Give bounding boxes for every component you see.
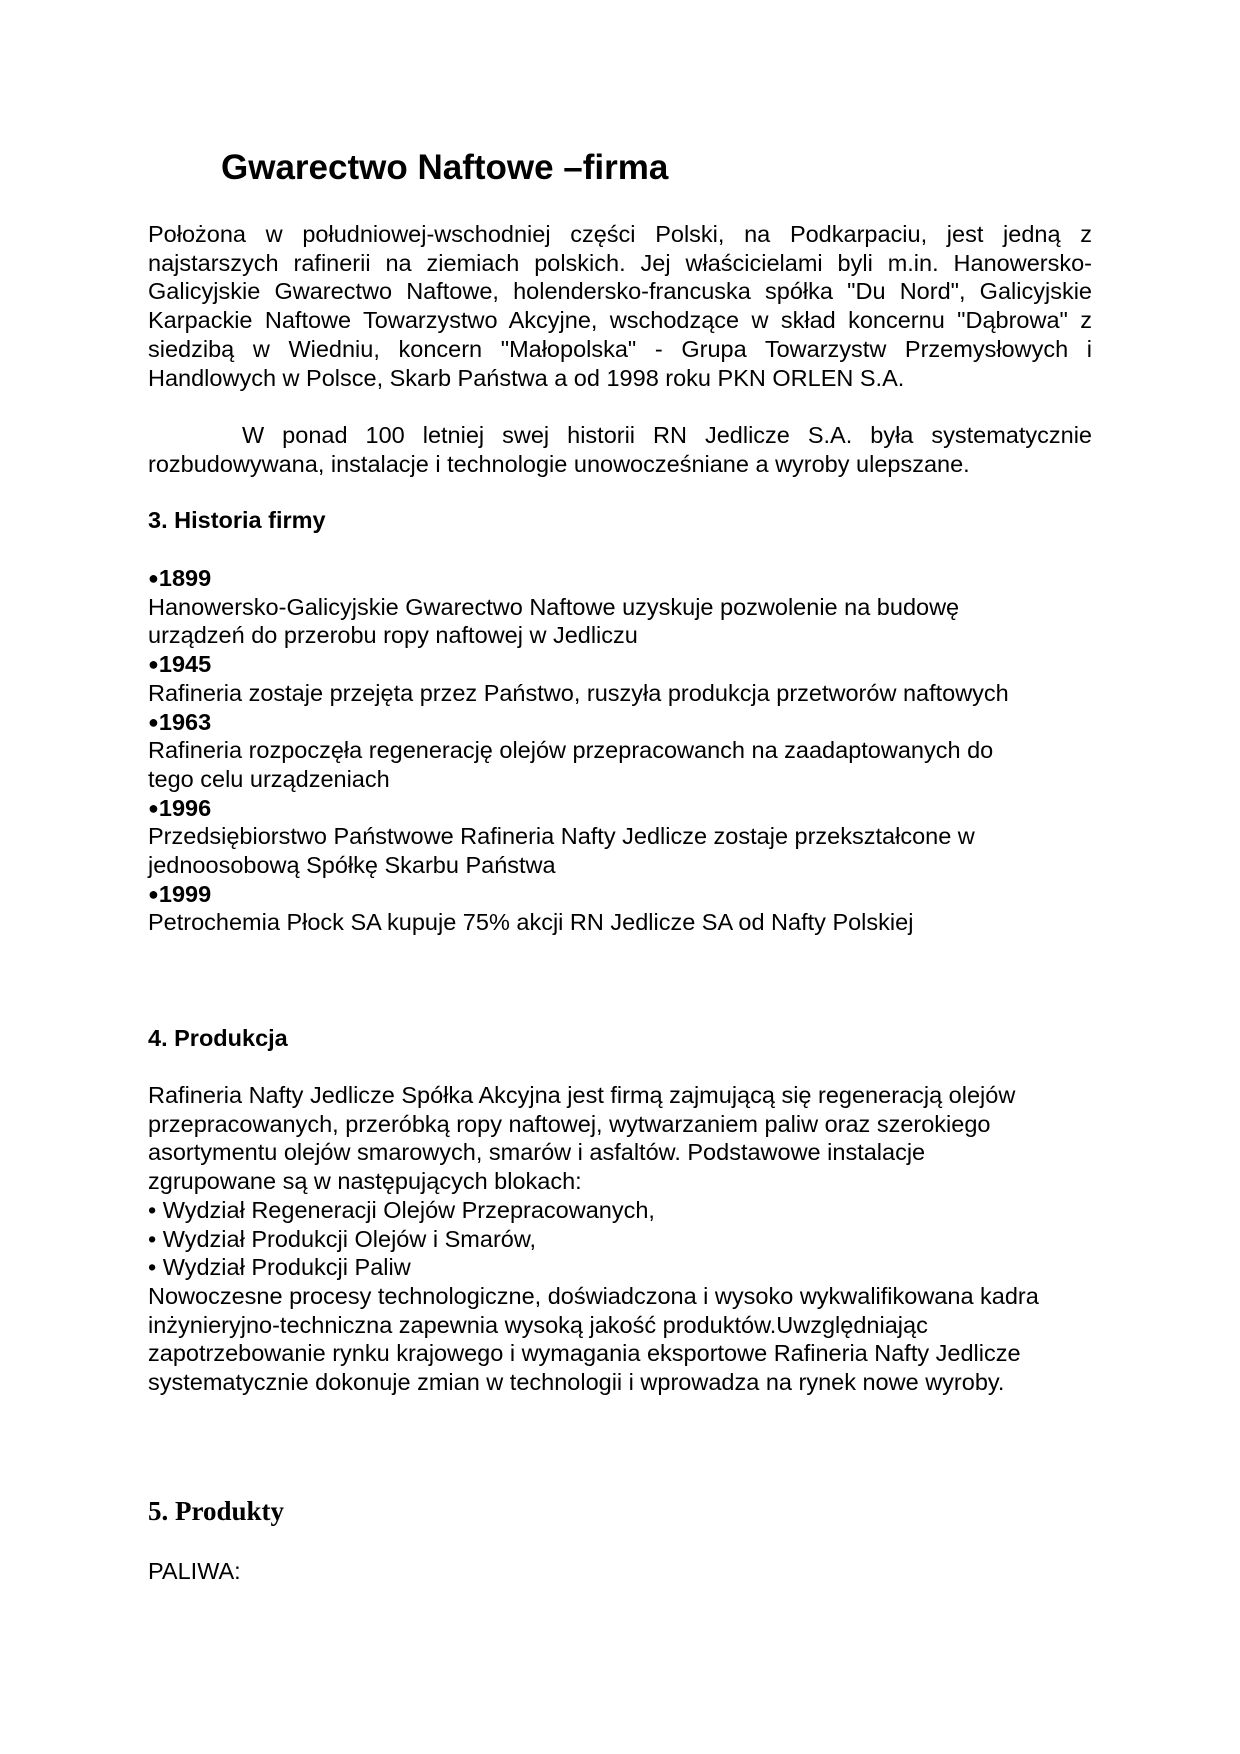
bullet-icon: ● xyxy=(148,654,159,675)
production-line: inżynieryjno-techniczna zapewnia wysoką jakość produktów.Uwzględniając xyxy=(148,1311,928,1338)
fuels-label: PALIWA: xyxy=(148,1558,241,1584)
timeline-year xyxy=(148,794,1092,823)
timeline-year-label: 1999 xyxy=(158,880,212,907)
production-line: przepracowanych, przeróbką ropy naftowej, wytwarzaniem paliw oraz szerokiego xyxy=(148,1110,991,1137)
timeline-entry xyxy=(148,708,1092,794)
production-list-item: • Wydział Produkcji Paliw xyxy=(148,1254,411,1281)
timeline-text: jednoosobową Spółkę Skarbu Państwa xyxy=(148,852,556,879)
timeline-year xyxy=(148,708,1092,737)
production-line: zgrupowane są w następujących blokach: xyxy=(148,1168,582,1195)
timeline-year-label: 1899 xyxy=(158,565,212,591)
intro-paragraph: Położona w południowej-wschodniej części Polski, na Podkarpaciu, jest jedną z najstarszych rafinerii na ziemiach polskich. Jej właścicielami byli m.in. Hanowersko-Galicyjskie Gwarectwo Naftowe, holendersko-francuska spółka "Du Nord", Galicyjskie Karpackie Naftowe Towarzystwo Akcyjne, wschodzące w skład koncernu "Dąbrowa" z siedzibą w Wiedniu, koncern "Małopolska" - Grupa Towarzystw Przemysłowych i Handlowych w Polsce, Skarb Państwa a od 1998 roku PKN ORLEN S.A. xyxy=(148,221,1092,391)
production-list-item: • Wydział Regeneracji Olejów Przepracowanych, xyxy=(148,1196,655,1223)
timeline-year-label: 1963 xyxy=(158,708,212,735)
history-timeline xyxy=(148,564,1092,937)
timeline-year xyxy=(148,564,1092,593)
bullet-icon: ● xyxy=(148,797,159,818)
production-line: Nowoczesne procesy technologiczne, doświadczona i wysoko wykwalifikowana kadra xyxy=(148,1282,1039,1309)
bullet-icon: ● xyxy=(148,568,159,588)
section-heading-production: 4. Produkcja xyxy=(148,1025,288,1051)
bullet-icon: ● xyxy=(148,711,159,732)
timeline-text: tego celu urządzeniach xyxy=(148,765,390,792)
timeline-text: urządzeń do przerobu ropy naftowej w Jedliczu xyxy=(148,622,638,649)
timeline-year-label: 1996 xyxy=(158,794,212,821)
timeline-year xyxy=(148,880,1092,909)
timeline-year-label: 1945 xyxy=(158,651,212,678)
timeline-text: Petrochemia Płock SA kupuje 75% akcji RN Jedlicze SA od Nafty Polskiej xyxy=(148,909,914,936)
timeline-entry xyxy=(148,564,1092,650)
production-list-item: • Wydział Produkcji Olejów i Smarów, xyxy=(148,1225,537,1252)
section-heading-products: 5. Produkty xyxy=(148,1496,285,1526)
document-title: Gwarectwo Naftowe –firma xyxy=(221,148,669,187)
timeline-text: Rafineria rozpoczęła regenerację olejów przepracowanch na zaadaptowanych do xyxy=(148,737,994,764)
timeline-entry xyxy=(148,880,1092,937)
timeline-text: Rafineria zostaje przejęta przez Państwo, ruszyła produkcja przetworów naftowych xyxy=(148,679,1009,706)
timeline-entry xyxy=(148,650,1092,707)
production-paragraph xyxy=(148,1081,1092,1397)
production-line: systematycznie dokonuje zmian w technologii i wprowadza na rynek nowe wyroby. xyxy=(148,1369,1005,1396)
bullet-icon: ● xyxy=(148,883,159,904)
intro-paragraph-second: W ponad 100 letniej swej historii RN Jedlicze S.A. była systematycznie rozbudowywana, instalacje i technologie unowocześniane a wyroby ulepszane. xyxy=(148,422,1092,477)
production-line: zapotrzebowanie rynku krajowego i wymagania eksportowe Rafineria Nafty Jedlicze xyxy=(148,1340,1021,1367)
timeline-text: Przedsiębiorstwo Państwowe Rafineria Nafty Jedlicze zostaje przekształcone w xyxy=(148,823,975,850)
section-heading-history: 3. Historia firmy xyxy=(148,507,326,533)
timeline-year xyxy=(148,650,1092,679)
production-line: asortymentu olejów smarowych, smarów i asfaltów. Podstawowe instalacje xyxy=(148,1139,926,1166)
timeline-entry xyxy=(148,794,1092,880)
production-line: Rafineria Nafty Jedlicze Spółka Akcyjna jest firmą zajmującą się regeneracją olejów xyxy=(148,1082,1016,1108)
timeline-text: Hanowersko-Galicyjskie Gwarectwo Naftowe uzyskuje pozwolenie na budowę xyxy=(148,593,960,620)
